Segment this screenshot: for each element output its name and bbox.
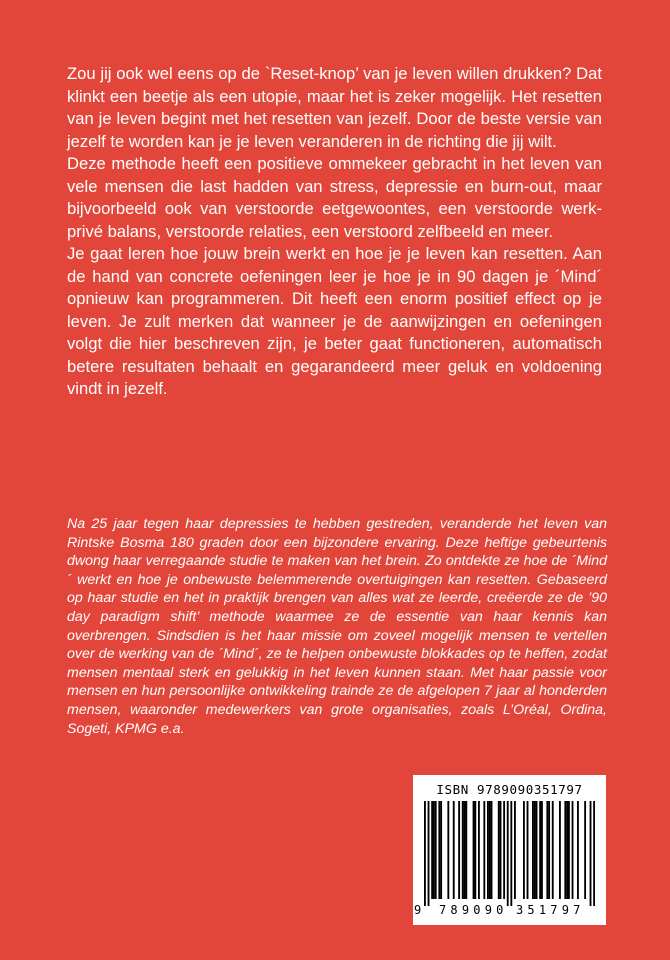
barcode-bar bbox=[523, 801, 525, 899]
barcode-bar bbox=[572, 801, 574, 899]
barcode-bar bbox=[552, 801, 554, 899]
barcode-bar bbox=[564, 801, 566, 899]
author-bio-text: Na 25 jaar tegen haar depressies te hebben gestreden, veranderde het leven van Rintske Bosma 180 graden door een bijzondere ervaring. Deze heftige gebeurtenis dwong haar verregaande studie te maken van het brein. Zo ontdekte ze hoe de ´Mind´ werkt en hoe je onbewuste belemmerende overtuigingen kan resetten. Gebaseerd op haar studie en het in praktijk brengen van alles wat ze leerde, creëerde ze de ’90 day paradigm shift’ methode waarmee ze de essentie van haar kennis kan overbrengen. Sindsdien is het haar missie om zoveel mogelijk mensen te vertellen over de werking van de ´Mind´, ze te helpen onbewuste blokkades op te heffen, zodat mensen mentaal sterk en gelukkig in het leven kunnen staan. Met haar passie voor mensen en hun persoonlijke ontwikkeling trainde ze de afgelopen 7 jaar al honderden mensen, waaronder medewerkers van grote organisaties, zoals L’Oréal, Ordina, Sogeti, KPMG e.a. bbox=[67, 516, 607, 737]
barcode-bar bbox=[464, 801, 466, 899]
blurb-paragraph-1: Zou jij ook wel eens op de `Reset-knop’ van je leven willen drukken? Dat klinkt een beetje als een utopie, maar het is zeker mogelijk. Het resetten van je leven begint met het resetten van jezelf. Door de beste versie van jezelf te worden kan je je leven veranderen in de richting die jij wilt. bbox=[67, 64, 602, 151]
barcode-bar bbox=[431, 801, 433, 899]
barcode-bar bbox=[453, 801, 455, 899]
barcode-bar bbox=[440, 801, 442, 899]
barcode-bar bbox=[433, 801, 435, 899]
barcode-bar bbox=[487, 801, 489, 899]
barcode-bar bbox=[568, 801, 570, 899]
barcode-bar bbox=[590, 801, 592, 906]
isbn-label: ISBN 9789090351797 bbox=[436, 782, 583, 797]
barcode-bar bbox=[498, 801, 500, 899]
isbn-barcode bbox=[413, 775, 606, 925]
barcode-bar bbox=[462, 801, 464, 899]
barcode-bar bbox=[428, 801, 430, 906]
barcode-bar bbox=[584, 801, 586, 899]
barcode-digit-first: 9 bbox=[414, 903, 422, 917]
barcode-bar bbox=[507, 801, 509, 906]
author-bio bbox=[67, 515, 607, 738]
barcode-digits-left: 789090 bbox=[439, 903, 508, 917]
barcode-bar bbox=[541, 801, 543, 899]
barcode-bar bbox=[539, 801, 541, 899]
barcode-bar bbox=[478, 801, 480, 899]
barcode-bar bbox=[473, 801, 475, 899]
barcode-bar bbox=[577, 801, 579, 899]
barcode-bar bbox=[593, 801, 595, 906]
barcode-bar bbox=[489, 801, 491, 899]
barcode-bar bbox=[465, 801, 467, 899]
barcode-bar bbox=[500, 801, 502, 899]
barcode-bar bbox=[483, 801, 485, 899]
barcode-bar bbox=[536, 801, 538, 899]
barcode-bar bbox=[491, 801, 493, 899]
barcode-bar bbox=[435, 801, 437, 899]
barcode-bar bbox=[458, 801, 460, 899]
barcode-bar bbox=[503, 801, 505, 899]
barcode-digits-right: 351797 bbox=[516, 903, 585, 917]
barcode-bar bbox=[548, 801, 550, 899]
barcode-bar bbox=[447, 801, 449, 899]
blurb-paragraph-2: Deze methode heeft een positieve ommekeer gebracht in het leven van vele mensen die last hadden van stress, depressie en burn-out, maar bijvoorbeeld ook van verstoorde eetgewoontes, een verstoorde werk-privé balans, verstoorde relaties, een verstoord zelfbeeld en meer. bbox=[67, 154, 602, 241]
barcode-bar bbox=[532, 801, 534, 899]
barcode-bars bbox=[424, 801, 595, 906]
book-blurb bbox=[67, 63, 602, 401]
barcode-bar bbox=[424, 801, 426, 906]
barcode-bar bbox=[438, 801, 440, 899]
barcode-bar bbox=[559, 801, 561, 899]
barcode-bar bbox=[510, 801, 512, 906]
barcode-bar bbox=[546, 801, 548, 899]
blurb-paragraph-3: Je gaat leren hoe jouw brein werkt en hoe je je leven kan resetten. Aan de hand van concrete oefeningen leer je hoe je in 90 dagen je ´Mind´ opnieuw kan programmeren. Dit heeft een enorm positief effect op je leven. Je zult merken dat wanneer je de aanwijzingen en oefeningen volgt die hier beschreven zijn, je beter gaat functioneren, automatisch betere resultaten behaalt en gegarandeerd meer geluk en voldoening vindt in jezelf. bbox=[67, 244, 602, 398]
barcode-bar bbox=[527, 801, 529, 899]
barcode-bar bbox=[534, 801, 536, 899]
barcode-bar bbox=[566, 801, 568, 899]
barcode-bar bbox=[474, 801, 476, 899]
barcode-bar bbox=[514, 801, 516, 899]
